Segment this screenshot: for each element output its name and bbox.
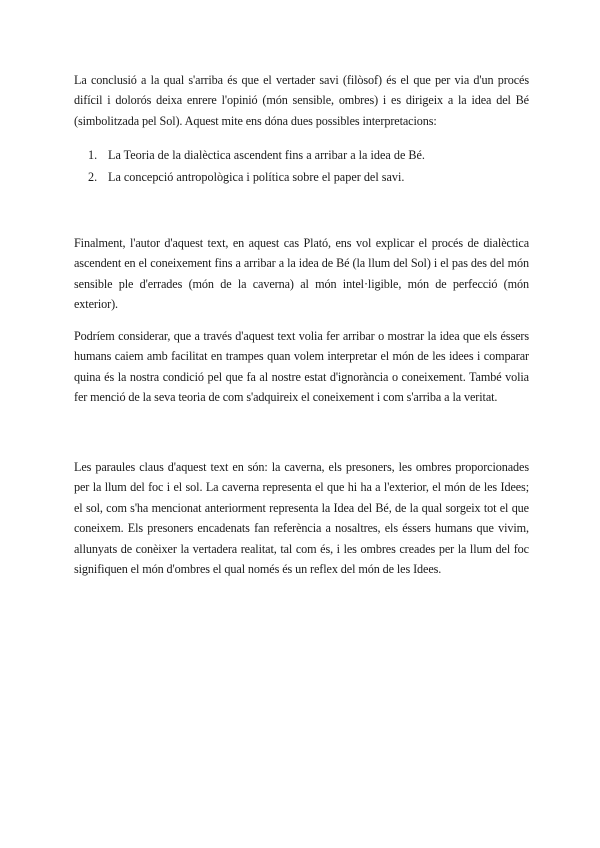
consider-paragraph: Podríem considerar, que a través d'aquest text volia fer arribar o mostrar la idea que els éssers humans caiem amb facilitat en trampes quan volem interpretar el món de les idees i comparar quina és la nostra condició pel que fa al nostre estat d'ignorància o coneixement. També volia fer menció de la seva teoria de com s'adquireix el coneixement i com s'arriba a la veritat. — [74, 329, 529, 405]
interpretations-list — [74, 144, 529, 188]
list-item-number: 2. — [88, 170, 98, 184]
keywords-paragraph: Les paraules claus d'aquest text en són: la caverna, els presoners, les ombres proporcionades per la llum del foc i el sol. La caverna representa el que hi ha a l'exterior, el món de les Idees; el sol, com s'ha mencionat anteriorment representa la Idea del Bé, de la qual sorgeix tot el que coneixem. Els presoners encadenats fan referència a nosaltres, els éssers humans que vivim, allunyats de conèixer la vertadera realitat, tal com és, i les ombres creades per la llum del foc signifiquen el món d'ombres el qual només és un reflex del món de les Idees. — [74, 460, 529, 577]
list-item — [74, 144, 529, 166]
finally-paragraph: Finalment, l'autor d'aquest text, en aquest cas Plató, ens vol explicar el procés de dialèctica ascendent en el coneixement fins a arribar a la idea de Bé (la llum del Sol) i el pas des del món sensible ple d'errades (món de la caverna) al món intel·ligible, món de perfecció (món exterior). — [74, 236, 529, 312]
list-item — [74, 166, 529, 188]
list-item-text: La concepció antropològica i política sobre el paper del savi. — [108, 170, 405, 184]
intro-paragraph: La conclusió a la qual s'arriba és que el vertader savi (filòsof) és el que per via d'un procés difícil i dolorós deixa enrere l'opinió (món sensible, ombres) i es dirigeix a la idea del Bé (simbolitzada pel Sol). Aquest mite ens dóna dues possibles interpretacions: — [74, 73, 529, 128]
list-item-text: La Teoria de la dialèctica ascendent fins a arribar a la idea de Bé. — [108, 148, 425, 162]
list-item-number: 1. — [88, 148, 98, 162]
